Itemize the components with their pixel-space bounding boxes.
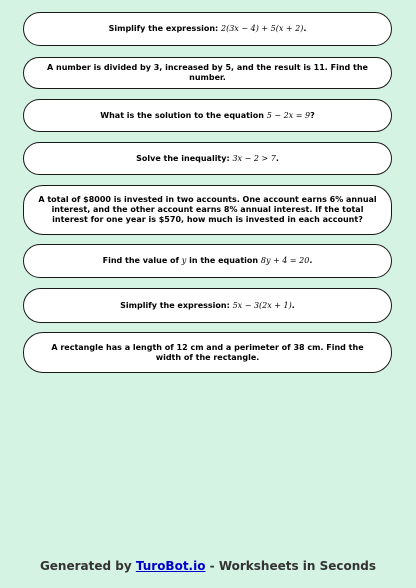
question-card: [23, 12, 392, 46]
question-math: 8y + 4 = 20: [260, 256, 310, 265]
question-card: [23, 288, 392, 323]
question-text: Find the value of: [102, 256, 182, 265]
question-card: [23, 142, 392, 175]
question-suffix: .: [275, 153, 279, 163]
question-text: A rectangle has a length of 12 cm and a perimeter of 38 cm. Find the width of the rectangle.: [51, 342, 364, 362]
question-text: Solve the inequality:: [136, 153, 233, 163]
question-text: A number is divided by 3, increased by 5, and the result is 11. Find the number.: [47, 63, 368, 82]
question-suffix: .: [291, 300, 295, 310]
question-math: 3x − 2 > 7: [232, 153, 276, 163]
question-suffix: in the equation: [186, 256, 261, 265]
question-card: [23, 332, 392, 373]
question-suffix: .: [309, 256, 313, 265]
question-text: A total of $8000 is invested in two accounts. One account earns 6% annual interest, and the other account earns 8% annual interest. If the total interest for one year is $570, how much is invested in each account?: [38, 195, 377, 224]
turobot-link[interactable]: TuroBot.io: [135, 559, 206, 573]
question-text: What is the solution to the equation: [100, 110, 267, 120]
question-card: [23, 185, 392, 235]
question-math: 5 − 2x = 9: [266, 110, 311, 120]
footer: [0, 559, 416, 573]
question-card: [23, 244, 392, 278]
question-card: [23, 57, 392, 89]
question-text: Simplify the expression:: [108, 24, 221, 33]
question-suffix: .: [303, 24, 307, 33]
question-math: y: [181, 256, 187, 265]
question-card: [23, 99, 392, 132]
question-suffix: ?: [310, 110, 315, 120]
footer-prefix: Generated by: [39, 559, 136, 573]
footer-suffix: - Worksheets in Seconds: [205, 559, 377, 573]
question-list: [23, 12, 392, 373]
question-math: 5x − 3(2x + 1): [232, 300, 292, 310]
question-math: 2(3x − 4) + 5(x + 2): [221, 24, 304, 33]
question-text: Simplify the expression:: [120, 300, 233, 310]
